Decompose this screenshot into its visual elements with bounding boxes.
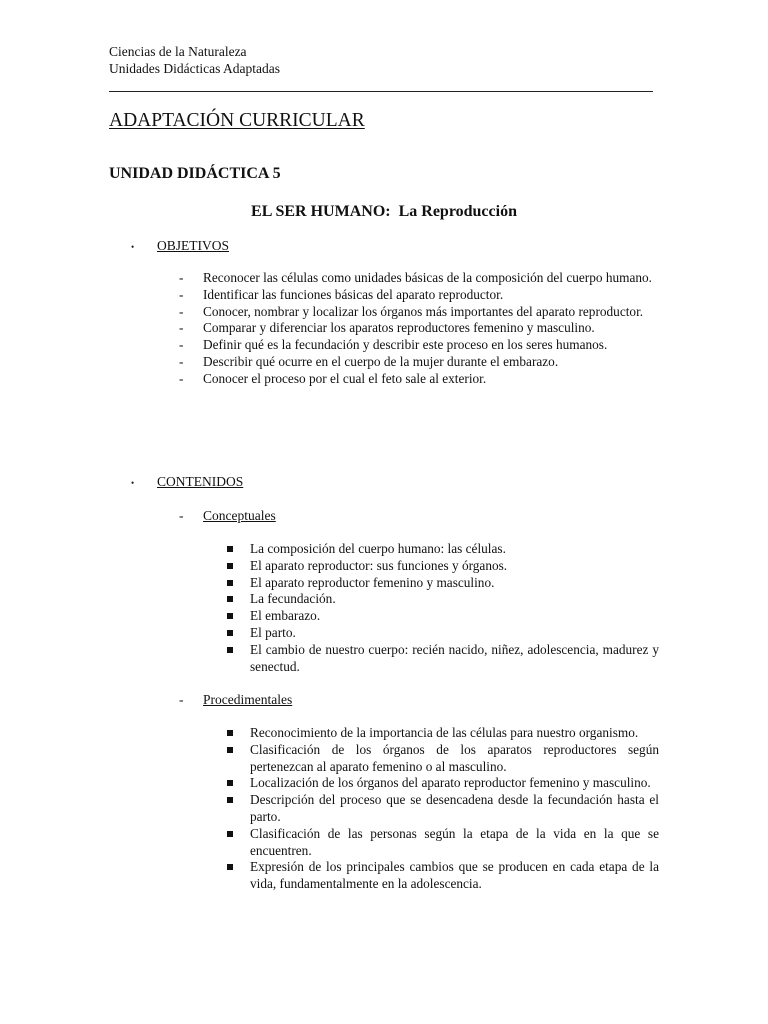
list-item-text: Identificar las funciones básicas del aparato reproductor. bbox=[203, 286, 504, 302]
header-rule bbox=[109, 91, 653, 92]
square-bullet-icon bbox=[227, 831, 233, 837]
list-item bbox=[178, 287, 659, 304]
square-bullet-icon bbox=[227, 864, 233, 870]
list-item-text: Expresión de los principales cambios que se producen en cada etapa de la vida, fundamentalmente en la adolescencia. bbox=[250, 859, 659, 892]
list-item-text: El aparato reproductor femenino y masculino. bbox=[250, 574, 495, 590]
conceptuales-list bbox=[227, 541, 659, 675]
list-item-text: El cambio de nuestro cuerpo: recién nacido, niñez, adolescencia, madurez y senectud. bbox=[250, 641, 659, 674]
dash-marker: - bbox=[179, 337, 184, 353]
dash-marker: - bbox=[179, 270, 184, 285]
list-item bbox=[178, 371, 659, 388]
dash-marker: - bbox=[179, 692, 184, 707]
procedimentales-label: Procedimentales bbox=[203, 692, 293, 707]
list-item-text: La composición del cuerpo humano: las células. bbox=[250, 541, 506, 556]
list-item-text: Reconocer las células como unidades básicas de la composición del cuerpo humano. bbox=[203, 270, 652, 285]
list-item bbox=[227, 591, 659, 608]
square-bullet-icon bbox=[227, 730, 233, 736]
topic-heading: EL SER HUMANO: La Reproducción bbox=[251, 203, 517, 220]
dash-marker: - bbox=[179, 508, 184, 523]
list-item-text: La fecundación. bbox=[250, 591, 336, 607]
list-item bbox=[227, 859, 659, 893]
list-item bbox=[178, 354, 659, 371]
dash-marker: - bbox=[179, 303, 184, 319]
list-item-text: Describir qué ocurre en el cuerpo de la mujer durante el embarazo. bbox=[203, 353, 559, 369]
list-item-text: Comparar y diferenciar los aparatos reproductores femenino y masculino. bbox=[203, 320, 595, 336]
objetivos-bullet: • bbox=[131, 242, 135, 252]
objetivos-list bbox=[178, 270, 659, 388]
contenidos-bullet: • bbox=[131, 478, 135, 488]
list-item-text: Reconocimiento de la importancia de las células para nuestro organismo. bbox=[250, 725, 639, 740]
procedimentales-heading bbox=[178, 691, 292, 708]
conceptuales-label: Conceptuales bbox=[203, 508, 276, 523]
unit-heading: UNIDAD DIDÁCTICA 5 bbox=[109, 165, 281, 182]
list-item bbox=[227, 642, 659, 676]
list-item bbox=[178, 270, 659, 287]
list-item-text: Conocer, nombrar y localizar los órganos más importantes del aparato reproductor. bbox=[203, 303, 644, 319]
list-item bbox=[227, 725, 659, 742]
square-bullet-icon bbox=[227, 563, 233, 569]
square-bullet-icon bbox=[227, 596, 233, 602]
list-item bbox=[178, 337, 659, 354]
square-bullet-icon bbox=[227, 630, 233, 636]
square-bullet-icon bbox=[227, 546, 233, 552]
square-bullet-icon bbox=[227, 613, 233, 619]
list-item-text: El aparato reproductor: sus funciones y órganos. bbox=[250, 557, 508, 573]
conceptuales-heading bbox=[178, 507, 276, 524]
objetivos-heading: OBJETIVOS bbox=[157, 238, 230, 253]
list-item bbox=[178, 304, 659, 321]
list-item bbox=[227, 541, 659, 558]
dash-marker: - bbox=[179, 353, 184, 369]
list-item-text: El parto. bbox=[250, 624, 296, 640]
list-item bbox=[227, 775, 659, 792]
contenidos-heading: CONTENIDOS bbox=[157, 474, 244, 489]
dash-marker: - bbox=[179, 320, 184, 336]
list-item bbox=[227, 826, 659, 860]
list-item-text: El embarazo. bbox=[250, 608, 321, 624]
document-title: ADAPTACIÓN CURRICULAR bbox=[109, 110, 365, 131]
list-item bbox=[178, 320, 659, 337]
square-bullet-icon bbox=[227, 580, 233, 586]
square-bullet-icon bbox=[227, 797, 233, 803]
list-item-text: Conocer el proceso por el cual el feto sale al exterior. bbox=[203, 370, 487, 386]
list-item bbox=[227, 558, 659, 575]
procedimentales-list bbox=[227, 725, 659, 893]
list-item-text: Descripción del proceso que se desencadena desde la fecundación hasta el parto. bbox=[250, 792, 659, 824]
square-bullet-icon bbox=[227, 747, 233, 753]
list-item bbox=[227, 575, 659, 592]
header-series: Unidades Didácticas Adaptadas bbox=[109, 61, 280, 76]
list-item-text: Clasificación de los órganos de los aparatos reproductores según pertenezcan al aparato femenino o al masculino. bbox=[250, 741, 659, 774]
square-bullet-icon bbox=[227, 647, 233, 653]
square-bullet-icon bbox=[227, 780, 233, 786]
list-item bbox=[227, 742, 659, 776]
dash-marker: - bbox=[179, 370, 184, 386]
list-item-text: Localización de los órganos del aparato reproductor femenino y masculino. bbox=[250, 775, 651, 791]
list-item bbox=[227, 608, 659, 625]
list-item-text: Clasificación de las personas según la etapa de la vida en la que se encuentren. bbox=[250, 825, 659, 858]
dash-marker: - bbox=[179, 286, 184, 302]
header-subject: Ciencias de la Naturaleza bbox=[109, 44, 247, 59]
list-item bbox=[227, 792, 659, 826]
list-item-text: Definir qué es la fecundación y describir este proceso en los seres humanos. bbox=[203, 337, 608, 353]
list-item bbox=[227, 625, 659, 642]
